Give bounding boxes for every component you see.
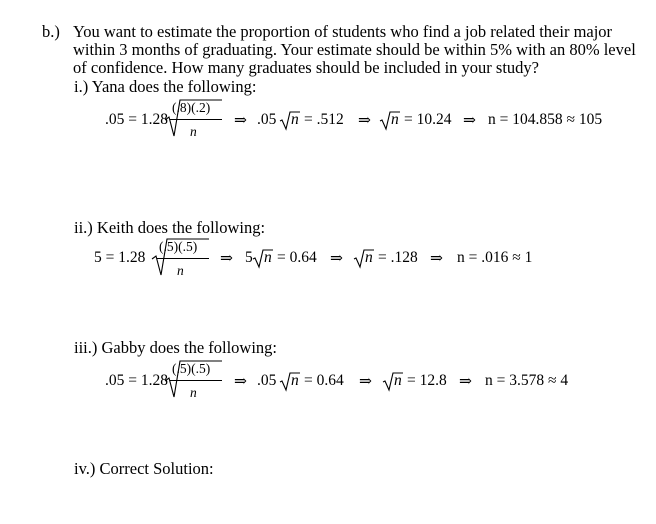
yana-step1-coef: .05 (257, 111, 277, 128)
gabby-step1-coef: .05 (257, 372, 277, 389)
yana-heading: i.) Yana does the following: (74, 77, 257, 96)
keith-fraction-bar (157, 258, 209, 259)
gabby-step2-rhs: = 12.8 (407, 372, 447, 389)
yana-step2-n: n (391, 111, 399, 128)
yana-step1-n: n (291, 111, 299, 128)
yana-arrow-1: ⇒ (234, 112, 247, 129)
yana-step3: n = 104.858 ≈ 105 (488, 111, 603, 128)
gabby-step1-n: n (291, 372, 299, 389)
gabby-step1-rhs: = 0.64 (304, 372, 344, 389)
yana-denominator: n (190, 124, 197, 139)
keith-step1-rhs: = 0.64 (277, 249, 317, 266)
keith-arrow-2: ⇒ (330, 250, 343, 267)
problem-label: b.) (42, 22, 60, 41)
gabby-step2-n: n (394, 372, 402, 389)
gabby-numerator: (.5)(.5) (172, 361, 211, 376)
correct-solution-heading: iv.) Correct Solution: (74, 459, 214, 478)
keith-lhs: 5 = 1.28 (94, 249, 146, 266)
problem-line-1: You want to estimate the proportion of students who find a job related their major (73, 22, 613, 41)
keith-arrow-3: ⇒ (430, 250, 443, 267)
gabby-arrow-3: ⇒ (459, 373, 472, 390)
yana-fraction-bar (170, 119, 222, 120)
keith-step1-coef: 5 (245, 249, 253, 266)
yana-step2-rhs: = 10.24 (404, 111, 452, 128)
yana-arrow-3: ⇒ (463, 112, 476, 129)
problem-line-2: within 3 months of graduating. Your estimate should be within 5% with an 80% level (73, 40, 636, 59)
keith-step3: n = .016 ≈ 1 (457, 249, 533, 266)
gabby-step3: n = 3.578 ≈ 4 (485, 372, 569, 389)
gabby-arrow-1: ⇒ (234, 373, 247, 390)
gabby-fraction-bar (170, 380, 222, 381)
gabby-heading: iii.) Gabby does the following: (74, 338, 278, 357)
gabby-denominator: n (190, 385, 197, 400)
yana-lhs: .05 = 1.28 (105, 111, 168, 128)
gabby-arrow-2: ⇒ (359, 373, 372, 390)
keith-step1-n: n (264, 249, 272, 266)
gabby-lhs: .05 = 1.28 (105, 372, 168, 389)
keith-step2-rhs: = .128 (378, 249, 418, 266)
keith-arrow-1: ⇒ (220, 250, 233, 267)
yana-arrow-2: ⇒ (358, 112, 371, 129)
keith-denominator: n (177, 263, 184, 278)
problem-line-3: of confidence. How many graduates should be included in your study? (73, 58, 540, 77)
keith-heading: ii.) Keith does the following: (74, 218, 266, 237)
keith-numerator: (.5)(.5) (159, 239, 198, 254)
keith-step2-n: n (365, 249, 373, 266)
yana-numerator: (.8)(.2) (172, 100, 211, 115)
yana-step1-rhs: = .512 (304, 111, 344, 128)
